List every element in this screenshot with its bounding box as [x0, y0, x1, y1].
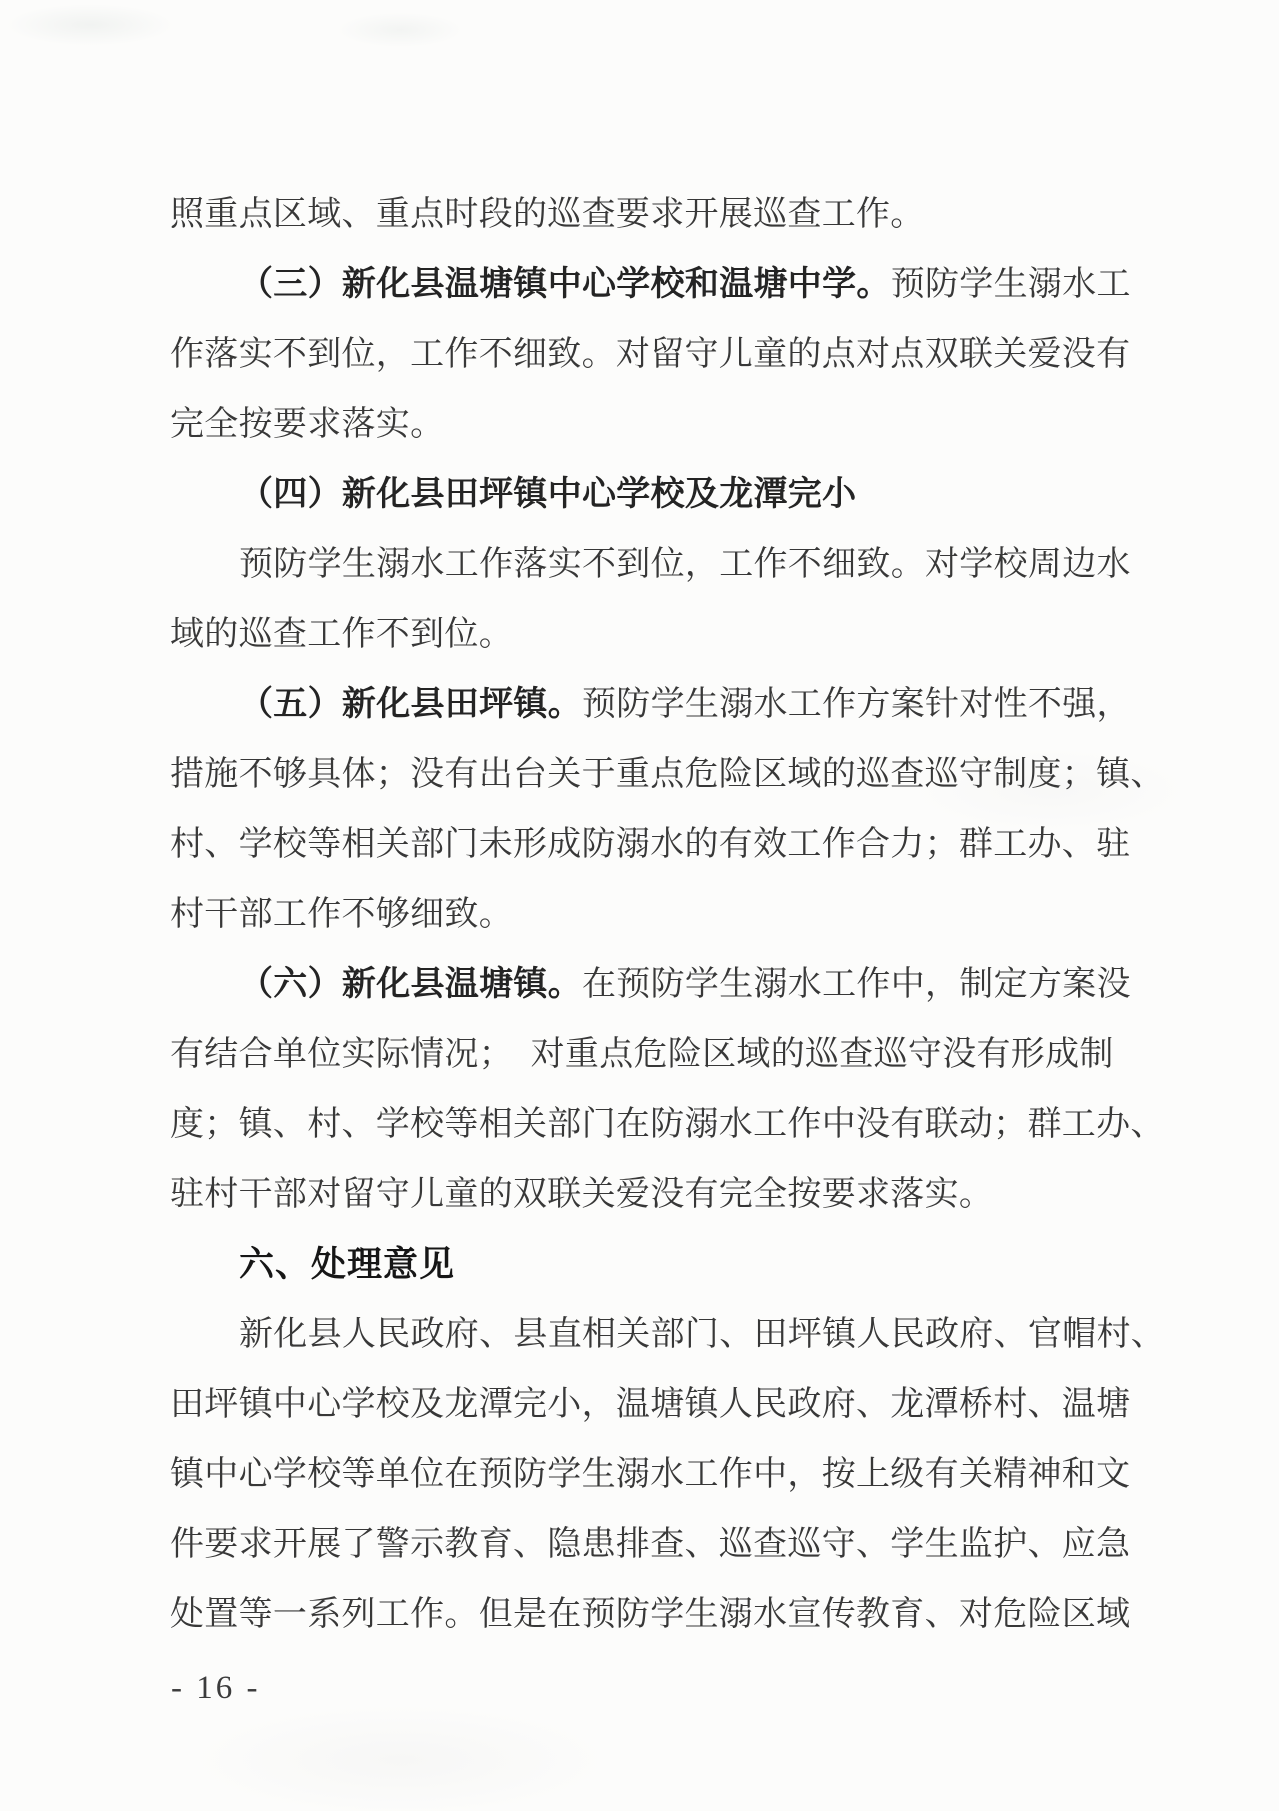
- emphasis-text: （四）新化县田坪镇中心学校及龙潭完小: [239, 476, 857, 513]
- page-number: - 16 -: [171, 1670, 261, 1706]
- text-line: [170, 250, 1210, 320]
- emphasis-text: 六、处理意见: [239, 1245, 456, 1284]
- body-text: 田坪镇中心学校及龙潭完小，温塘镇人民政府、龙潭桥村、温塘: [170, 1386, 1131, 1423]
- emphasis-text: （五）新化县田坪镇。: [239, 686, 582, 723]
- text-line: [170, 670, 1210, 740]
- text-line: [170, 1510, 1210, 1580]
- text-line: [170, 460, 1210, 530]
- text-line: [170, 1160, 1210, 1230]
- text-line: [170, 1090, 1210, 1160]
- body-text: 新化县人民政府、县直相关部门、田坪镇人民政府、官帽村、: [239, 1316, 1166, 1353]
- text-line: [170, 390, 1210, 460]
- body-text: 村干部工作不够细致。: [170, 896, 513, 933]
- body-text: 件要求开展了警示教育、隐患排查、巡查巡守、学生监护、应急: [170, 1526, 1131, 1563]
- body-text: 驻村干部对留守儿童的双联关爱没有完全按要求落实。: [170, 1176, 994, 1213]
- text-line: [170, 1440, 1210, 1510]
- text-line: [170, 530, 1210, 600]
- text-line: [170, 1300, 1210, 1370]
- emphasis-text: （三）新化县温塘镇中心学校和温塘中学。: [239, 266, 891, 303]
- body-text: 村、学校等相关部门未形成防溺水的有效工作合力；群工办、驻: [170, 826, 1131, 863]
- body-text: 处置等一系列工作。但是在预防学生溺水宣传教育、对危险区域: [170, 1596, 1131, 1633]
- body-text: 作落实不到位，工作不细致。对留守儿童的点对点双联关爱没有: [170, 336, 1131, 373]
- body-text: 在预防学生溺水工作中，制定方案没: [582, 966, 1131, 1003]
- emphasis-text: （六）新化县温塘镇。: [239, 966, 582, 1003]
- body-text: 预防学生溺水工作方案针对性不强，: [582, 686, 1131, 723]
- text-line: [170, 1370, 1210, 1440]
- text-line: [170, 740, 1210, 810]
- body-text: 有结合单位实际情况； 对重点危险区域的巡查巡守没有形成制: [170, 1036, 1114, 1073]
- body-text: 照重点区域、重点时段的巡查要求开展巡查工作。: [170, 196, 925, 233]
- text-lines: [170, 180, 1210, 1650]
- body-text: 完全按要求落实。: [170, 406, 445, 443]
- text-line: [170, 320, 1210, 390]
- text-line: [170, 600, 1210, 670]
- body-text: 镇中心学校等单位在预防学生溺水工作中，按上级有关精神和文: [170, 1456, 1131, 1493]
- body-text: 预防学生溺水工作落实不到位，工作不细致。对学校周边水: [239, 546, 1131, 583]
- body-text: 域的巡查工作不到位。: [170, 616, 513, 653]
- text-line: [170, 880, 1210, 950]
- body-text: 度；镇、村、学校等相关部门在防溺水工作中没有联动；群工办、: [170, 1106, 1165, 1143]
- body-text: 预防学生溺水工: [890, 266, 1131, 303]
- body-text: 措施不够具体；没有出台关于重点危险区域的巡查巡守制度；镇、: [170, 756, 1165, 793]
- text-line: [170, 180, 1210, 250]
- text-line: [170, 1580, 1210, 1650]
- text-line: [170, 1020, 1210, 1090]
- text-line: [170, 950, 1210, 1020]
- text-line: [170, 810, 1210, 880]
- section-heading: [170, 1230, 1210, 1300]
